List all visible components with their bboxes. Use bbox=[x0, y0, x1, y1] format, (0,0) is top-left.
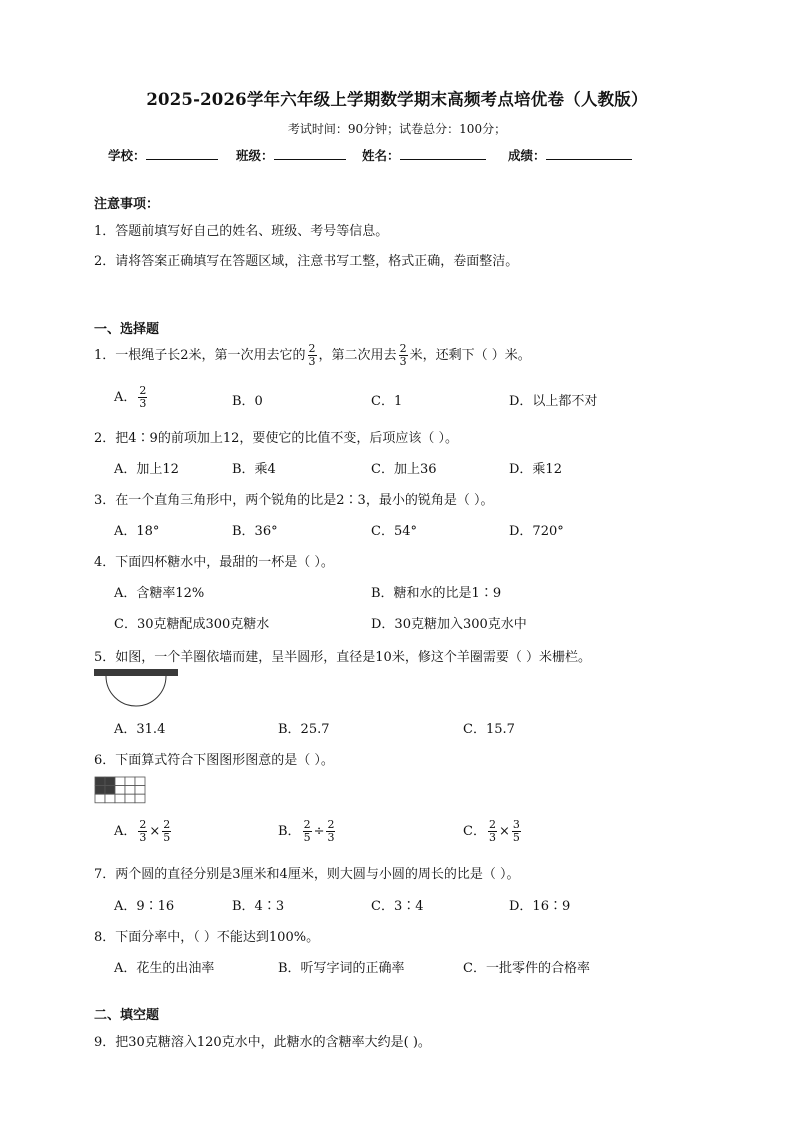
question-4: 4．下面四杯糖水中，最甜的一杯是（ ）。 bbox=[94, 555, 334, 570]
q4-option-c[interactable]: C．30克糖配成300克糖水 bbox=[114, 617, 270, 632]
q7-option-c[interactable]: C．3∶4 bbox=[371, 899, 424, 914]
q6-option-b[interactable]: B． $\frac{2}{5}$ ÷ $\frac{2}{3}$ bbox=[278, 818, 335, 844]
grid-cell bbox=[135, 777, 145, 786]
section1-heading: 一、选择题 bbox=[94, 322, 160, 337]
q3-option-d[interactable]: D．720° bbox=[509, 524, 564, 539]
grid-cell bbox=[125, 786, 135, 795]
grid-cell bbox=[135, 794, 145, 803]
q7-option-a[interactable]: A．9∶16 bbox=[114, 899, 175, 914]
q1-fraction-2: $\frac{2}{3}$ bbox=[399, 342, 407, 368]
q3-option-a[interactable]: A．18° bbox=[114, 524, 160, 539]
school-blank[interactable] bbox=[146, 147, 218, 160]
fraction-grid-figure bbox=[94, 776, 150, 804]
semicircle-fence bbox=[106, 676, 166, 706]
score-blank[interactable] bbox=[546, 147, 632, 160]
q3-option-b[interactable]: B．36° bbox=[232, 524, 278, 539]
q3-option-c[interactable]: C．54° bbox=[371, 524, 417, 539]
note-item-1: 1．答题前填写好自己的姓名、班级、考号等信息。 bbox=[94, 224, 389, 239]
q7-option-b[interactable]: B．4∶3 bbox=[232, 899, 285, 914]
question-9: 9．把30克糖溶入120克水中，此糖水的含糖率大约是( )。 bbox=[94, 1035, 431, 1050]
class-blank[interactable] bbox=[274, 147, 346, 160]
q4-option-b[interactable]: B．糖和水的比是1∶9 bbox=[371, 586, 502, 601]
question-2: 2．把4∶9的前项加上12，要使它的比值不变，后项应该（ ）。 bbox=[94, 431, 458, 446]
grid-cell bbox=[135, 786, 145, 795]
note-item-2: 2．请将答案正确填写在答题区域，注意书写工整，格式正确，卷面整洁。 bbox=[94, 254, 519, 269]
question-6: 6．下面算式符合下图图形图意的是（ ）。 bbox=[94, 753, 334, 768]
field-school bbox=[108, 146, 218, 164]
q1-option-b[interactable]: B．0 bbox=[232, 394, 263, 409]
question-8: 8．下面分率中，（ ）不能达到100%。 bbox=[94, 930, 320, 945]
q5-option-c[interactable]: C．15.7 bbox=[463, 722, 515, 737]
question-1 bbox=[94, 341, 531, 371]
q1-fraction-1: $\frac{2}{3}$ bbox=[308, 342, 316, 368]
field-score bbox=[508, 146, 632, 164]
q5-option-b[interactable]: B．25.7 bbox=[278, 722, 330, 737]
exam-subtitle: 考试时间：90分钟；试卷总分：100分； bbox=[287, 122, 507, 136]
grid-cell-shaded bbox=[95, 786, 105, 795]
field-name-label: 姓名： bbox=[362, 148, 400, 163]
q1-text-part1: 1．一根绳子长2米，第一次用去它的 bbox=[94, 348, 306, 363]
grid-cell bbox=[125, 794, 135, 803]
q1-text-part2: ，第二次用去 bbox=[318, 348, 397, 363]
field-class bbox=[236, 146, 346, 164]
q4-option-d[interactable]: D．30克糖加入300克水中 bbox=[371, 617, 527, 632]
grid-cell bbox=[105, 794, 115, 803]
q5-option-a[interactable]: A．31.4 bbox=[114, 722, 166, 737]
exam-title: 2025-2026学年六年级上学期数学期末高频考点培优卷（人教版） bbox=[146, 90, 648, 109]
q1-option-c[interactable]: C．1 bbox=[371, 394, 403, 409]
wall-bar bbox=[94, 669, 178, 676]
q6-option-c[interactable]: C． $\frac{2}{3}$ × $\frac{3}{5}$ bbox=[463, 818, 520, 844]
q1-option-a[interactable]: A． $\frac{2}{3}$ bbox=[114, 384, 147, 410]
field-name bbox=[362, 146, 486, 164]
q1-option-d[interactable]: D．以上都不对 bbox=[509, 394, 598, 409]
grid-cell bbox=[115, 786, 125, 795]
semicircle-pen-figure bbox=[94, 668, 180, 710]
grid-cell-shaded bbox=[105, 786, 115, 795]
field-score-label: 成绩： bbox=[508, 148, 546, 163]
question-7: 7．两个圆的直径分别是3厘米和4厘米，则大圆与小圆的周长的比是（ ）。 bbox=[94, 867, 520, 882]
grid-cell bbox=[125, 777, 135, 786]
field-class-label: 班级： bbox=[236, 148, 274, 163]
grid-cell-shaded bbox=[105, 777, 115, 786]
q2-option-c[interactable]: C．加上36 bbox=[371, 462, 437, 477]
question-3: 3．在一个直角三角形中，两个锐角的比是2∶3，最小的锐角是（ ）。 bbox=[94, 493, 494, 508]
grid-cell-shaded bbox=[95, 777, 105, 786]
q6-option-a[interactable]: A． $\frac{2}{3}$ × $\frac{2}{5}$ bbox=[114, 818, 171, 844]
q2-option-b[interactable]: B．乘4 bbox=[232, 462, 276, 477]
grid-cell bbox=[115, 777, 125, 786]
name-blank[interactable] bbox=[400, 147, 486, 160]
q7-option-d[interactable]: D．16∶9 bbox=[509, 899, 571, 914]
grid-cell bbox=[95, 794, 105, 803]
q8-option-a[interactable]: A．花生的出油率 bbox=[114, 961, 215, 976]
q8-option-b[interactable]: B．听写字词的正确率 bbox=[278, 961, 405, 976]
field-school-label: 学校： bbox=[108, 148, 146, 163]
section2-heading: 二、填空题 bbox=[94, 1008, 160, 1023]
grid-cell bbox=[115, 794, 125, 803]
q2-option-a[interactable]: A．加上12 bbox=[114, 462, 179, 477]
notes-heading: 注意事项： bbox=[94, 197, 160, 212]
q8-option-c[interactable]: C．一批零件的合格率 bbox=[463, 961, 590, 976]
q4-option-a[interactable]: A．含糖率12% bbox=[114, 586, 205, 601]
question-5: 5．如图，一个羊圈依墙而建，呈半圆形，直径是10米，修这个羊圈需要（ ）米栅栏。 bbox=[94, 650, 591, 665]
q1-text-part3: 米，还剩下（ ）米。 bbox=[409, 348, 531, 363]
q2-option-d[interactable]: D．乘12 bbox=[509, 462, 562, 477]
